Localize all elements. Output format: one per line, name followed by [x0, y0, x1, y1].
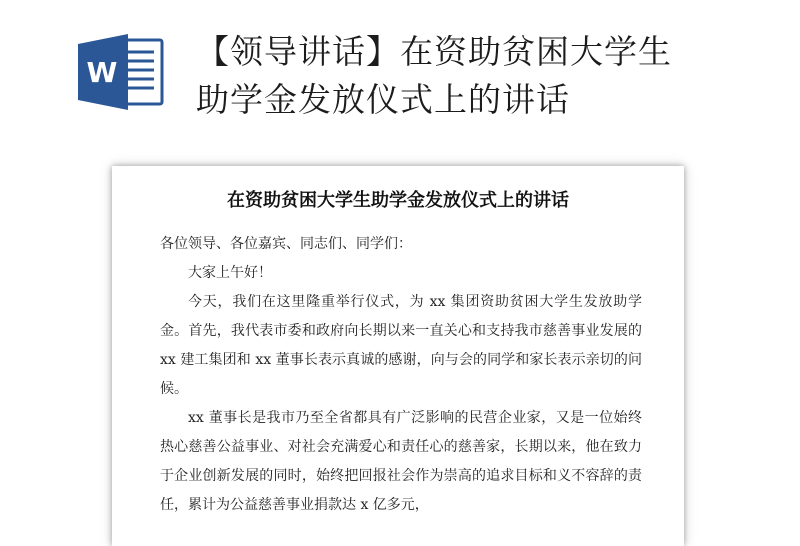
word-icon [76, 32, 168, 112]
document-title: 在资助贫困大学生助学金发放仪式上的讲话 [227, 190, 569, 211]
salutation: 各位领导、各位嘉宾、同志们、同学们： [160, 236, 412, 252]
document-body [160, 230, 642, 520]
greeting: 大家上午好！ [188, 265, 272, 281]
document-page [112, 166, 684, 546]
paragraph-2: xx 董事长是我市乃至全省都具有广泛影响的民营企业家，又是一位始终热心慈善公益事业、对社会充满爱心和责任心的慈善家，长期以来，他在致力于企业创新发展的同时，始终把回报社会作为崇高的追求目标和义不容辞的责任，累计为公益慈善事业捐款达 x 亿多元， [160, 410, 642, 513]
headline-line-1: 【领导讲话】在资助贫困大学生 [196, 32, 672, 71]
paragraph-1: 今天，我们在这里隆重举行仪式，为 xx 集团资助贫困大学生发放助学金。首先，我代表市委和政府向长期以来一直关心和支持我市慈善事业发展的 xx 建工集团和 xx 董事长表示真诚的感谢，向与会的同学和家长表示亲切的问候。 [160, 294, 642, 397]
headline [196, 28, 776, 124]
headline-line-2: 助学金发放仪式上的讲话 [196, 80, 570, 119]
word-icon-letter: W [86, 56, 118, 89]
